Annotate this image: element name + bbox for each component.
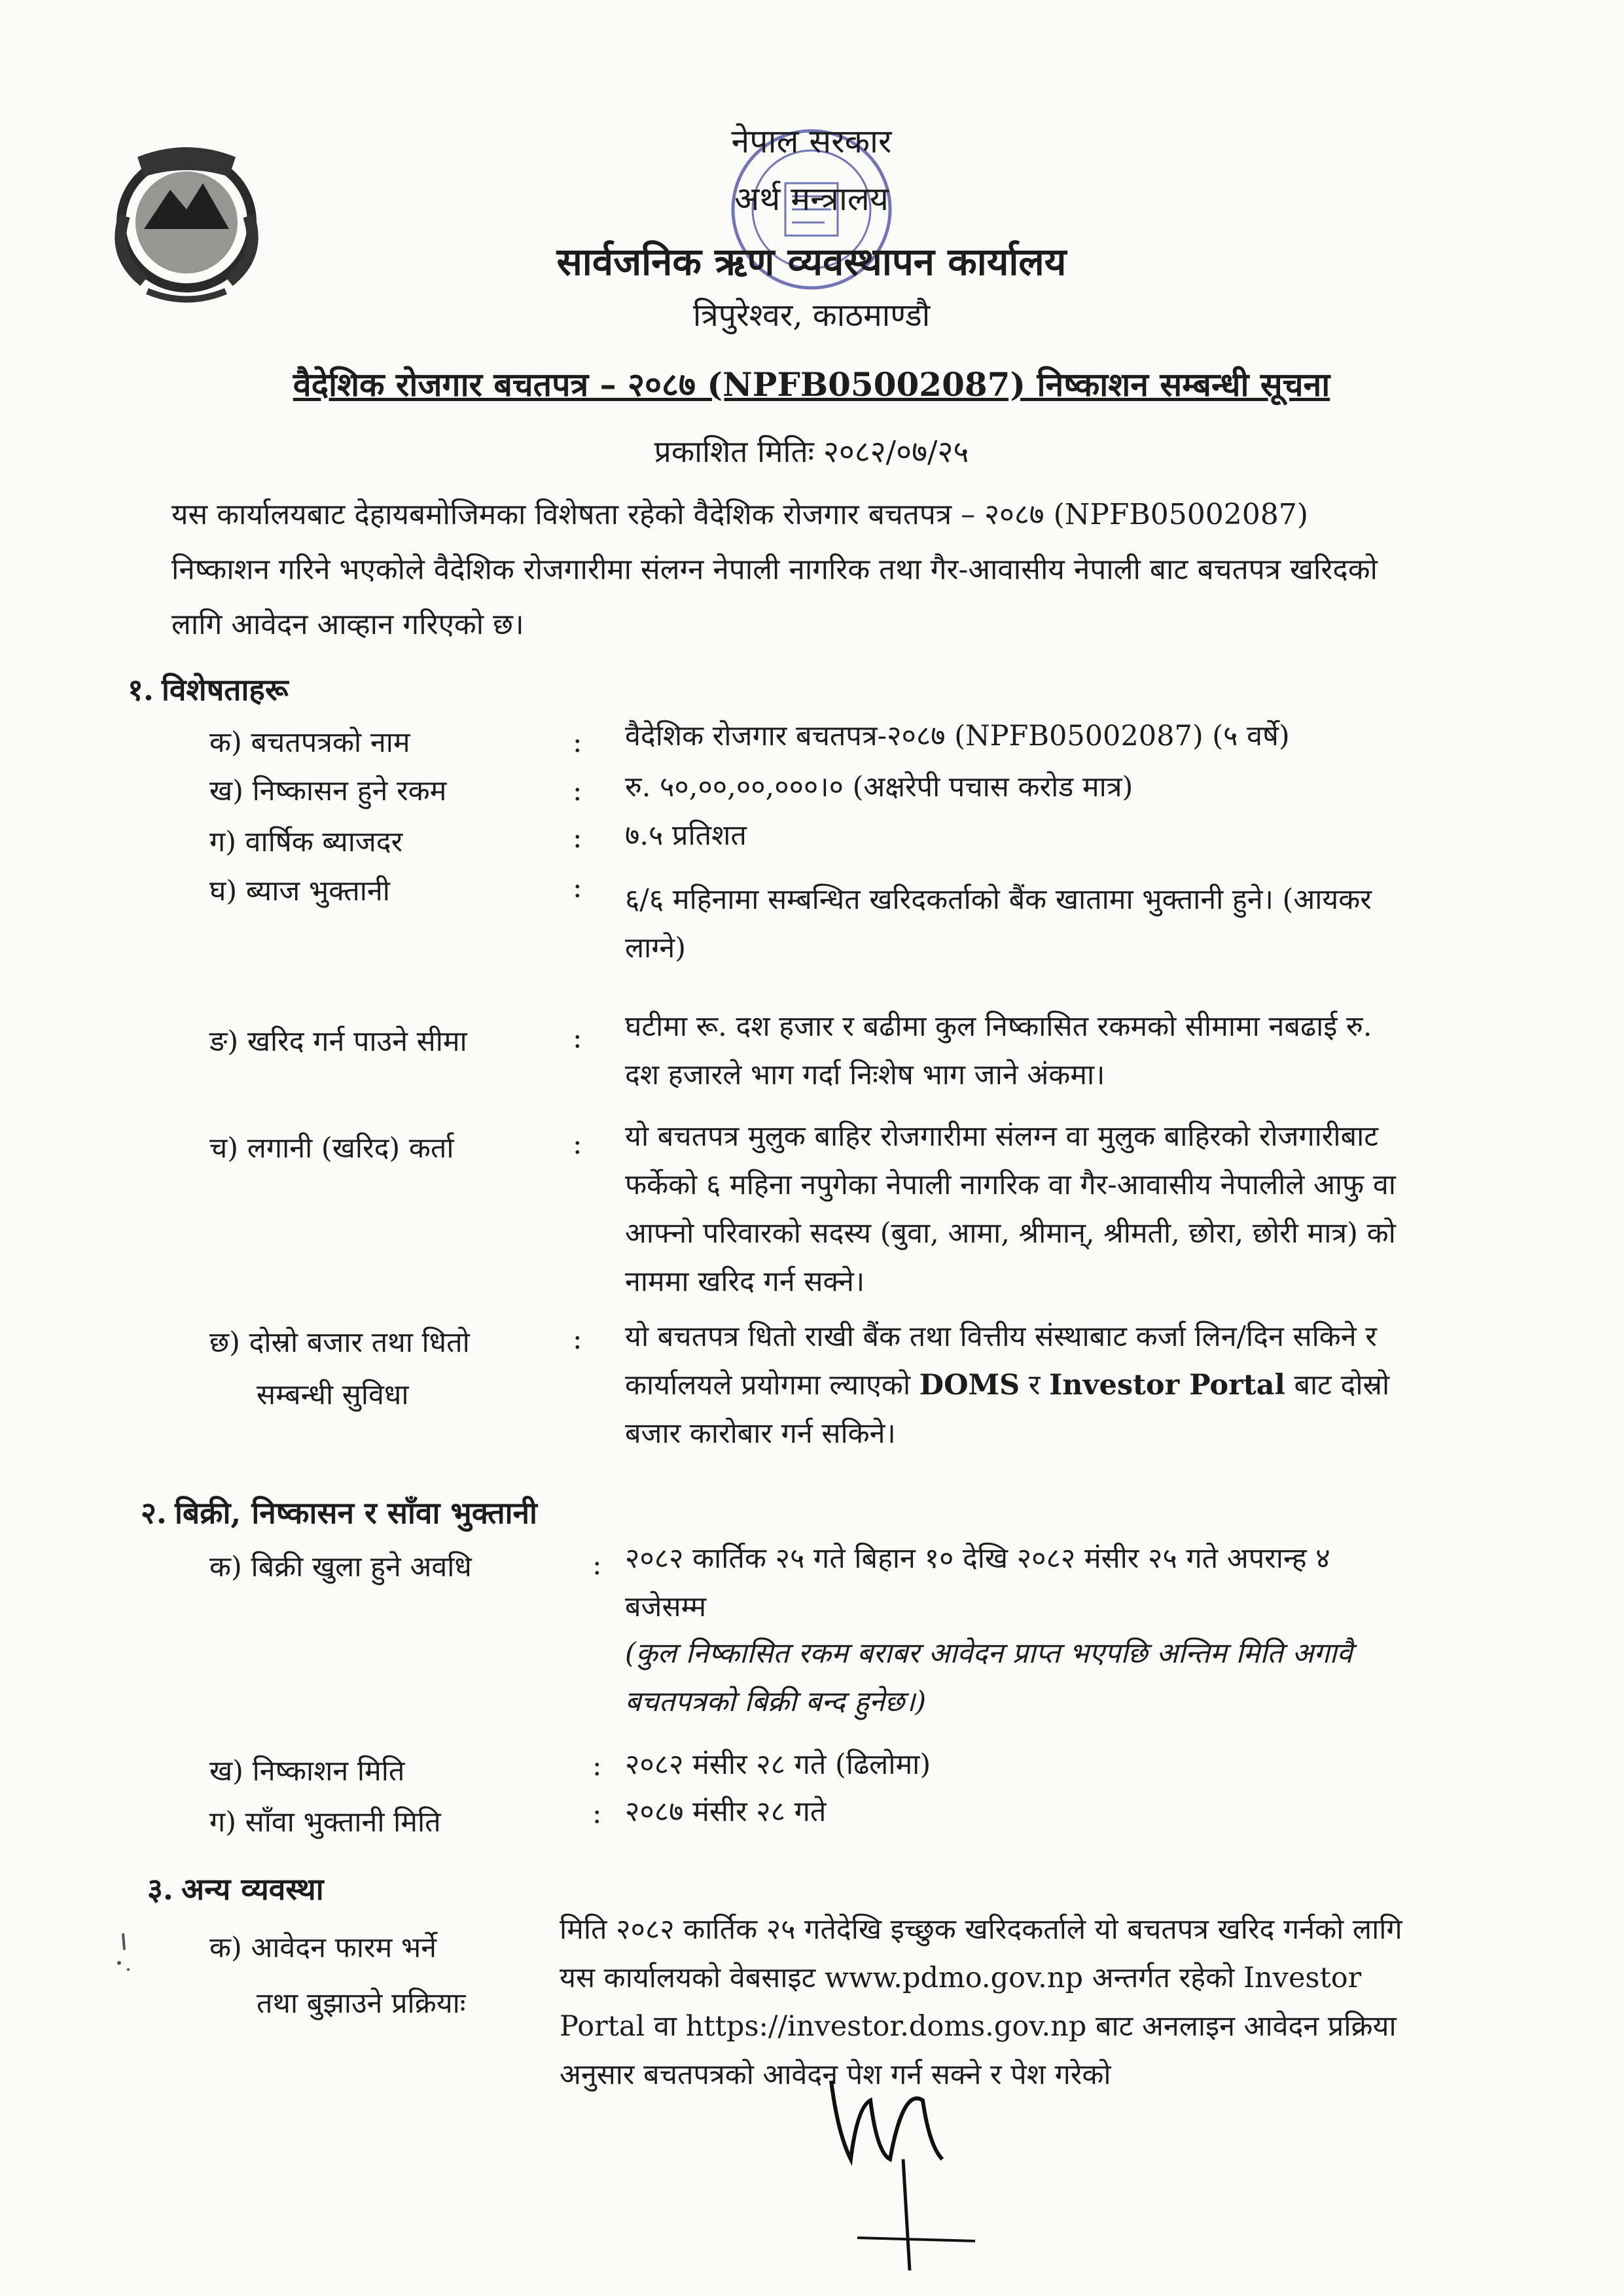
section-2-heading	[141, 1492, 537, 1532]
value-text: र	[1028, 1369, 1041, 1402]
item-label: ङ) खरिद गर्न पाउने सीमा	[209, 1025, 467, 1058]
separator: :	[573, 726, 582, 759]
item-label: ग) वार्षिक ब्याजदर	[209, 826, 403, 858]
header-government: नेपाल सरकार	[731, 122, 892, 160]
separator: :	[573, 872, 582, 904]
published-label: प्रकाशित मितिः	[654, 434, 814, 469]
item-value: ७.५ प्रतिशत	[625, 819, 747, 852]
value-text: यो बचतपत्र धितो राखी बैंक तथा वित्तीय संस्थाबाट कर्जा लिन/दिन सकिने र कार्यालयले प्रयोगमा ल्याएको	[625, 1320, 1377, 1402]
item-label-cont: सम्बन्धी सुविधा	[257, 1379, 409, 1411]
section-number: १.	[128, 672, 154, 707]
section-3-heading	[147, 1868, 324, 1909]
separator: :	[573, 1323, 582, 1356]
item-value: २०८७ मंसीर २८ गते	[625, 1795, 827, 1828]
item-value: ६/६ महिनामा सम्बन्धित खरिदकर्ताको बैंक खातामा भुक्तानी हुने। (आयकर लाग्ने)	[625, 883, 1372, 964]
signature-icon	[812, 2061, 1008, 2284]
separator: :	[592, 1549, 602, 1581]
header-address: त्रिपुरेश्वर, काठमाण्डौ	[692, 297, 931, 334]
header-ministry: अर्थ मन्त्रालय	[734, 180, 889, 218]
item-value: वैदेशिक रोजगार बचतपत्र-२०८७ (NPFB05002087) (५ वर्षे)	[625, 720, 1290, 752]
section-1-heading	[128, 669, 289, 709]
item-value: २०८२ मंसीर २८ गते (ढिलोमा)	[625, 1748, 931, 1781]
section-title: अन्य व्यवस्था	[181, 1871, 324, 1907]
section-title: बिक्री, निष्कासन र साँवा भुक्तानी	[174, 1495, 537, 1530]
header-office: सार्वजनिक ऋण व्यवस्थापन कार्यालय	[556, 239, 1067, 284]
item-note: (कुल निष्कासित रकम बराबर आवेदन प्राप्त भएपछि अन्तिम मिति अगावै बचतपत्रको बिक्री बन्द हुनेछ।)	[625, 1637, 1353, 1718]
item-label: ग) साँवा भुक्तानी मिति	[209, 1806, 441, 1839]
value-text: बाट दोस्रो बजार कारोबार गर्न सकिने।	[625, 1369, 1390, 1450]
item-value	[625, 1313, 1397, 1458]
item-value: २०८२ कार्तिक २५ गते बिहान १० देखि २०८२ मंसीर २५ गते अपरान्ह ४ बजेसम्म	[625, 1542, 1330, 1623]
item-value: यो बचतपत्र मुलुक बाहिर रोजगारीमा संलग्न वा मुलुक बाहिरको रोजगारीबाट फर्केको ६ महिना नपुगेका नेपाली नागरिक वा गैर-आवासीय नेपालीले आफु वा आफ्नो परिवारको सदस्य (बुवा, आमा, श्रीमान्, श्रीमती, छोरा, छोरी मात्र) को नाममा खरिद गर्न सक्ने।	[625, 1120, 1396, 1298]
published-value: २०८२/०७/२५	[823, 434, 969, 469]
item-label-cont: तथा बुझाउने प्रक्रियाः	[257, 1987, 466, 2020]
paper-mark-icon	[111, 1930, 137, 1983]
section-title: विशेषताहरू	[161, 672, 289, 707]
separator: :	[573, 1022, 582, 1055]
item-value: मिति २०८२ कार्तिक २५ गतेदेखि इच्छुक खरिदकर्ताले यो बचतपत्र खरिद गर्नको लागि यस कार्यालयको वेबसाइट www.pdmo.gov.np अन्तर्गत रहेको Investor Portal वा https://investor.doms.gov.np बाट अनलाइन आवेदन प्रक्रिया अनुसार बचतपत्रको आवेदन पेश गर्न सक्ने र पेश गरेको	[560, 1913, 1402, 2091]
item-label: क) बिक्री खुला हुने अवधि	[209, 1551, 472, 1583]
separator: :	[573, 1128, 582, 1161]
separator: :	[573, 775, 582, 807]
notice-title: वैदेशिक रोजगार बचतपत्र – २०८७ (NPFB05002087) निष्काशन सम्बन्धी सूचना	[293, 365, 1330, 404]
value-doms: DOMS	[919, 1369, 1020, 1402]
published-date	[0, 431, 1623, 471]
separator: :	[592, 1797, 602, 1830]
item-label: क) बचतपत्रको नाम	[209, 726, 410, 759]
item-label: घ) ब्याज भुक्तानी	[209, 875, 390, 908]
item-label: ख) निष्कासन हुने रकम	[209, 775, 447, 807]
item-label: ख) निष्काशन मिति	[209, 1755, 405, 1788]
item-label: च) लगानी (खरिद) कर्ता	[209, 1132, 454, 1165]
intro-paragraph: यस कार्यालयबाट देहायबमोजिमका विशेषता रहेको वैदेशिक रोजगार बचतपत्र – २०८७ (NPFB05002087) निष्काशन गरिने भएकोले वैदेशिक रोजगारीमा संलग्न नेपाली नागरिक तथा गैर-आवासीय नेपाली बाट बचतपत्र खरिदको लागि आवेदन आव्हान गरिएको छ।	[171, 498, 1378, 641]
item-label: क) आवेदन फारम भर्ने	[209, 1932, 437, 1964]
item-label: छ) दोस्रो बजार तथा धितो	[209, 1326, 470, 1359]
separator: :	[592, 1750, 602, 1782]
section-number: ३.	[147, 1871, 173, 1907]
section-number: २.	[141, 1495, 167, 1530]
item-value: घटीमा रू. दश हजार र बढीमा कुल निष्कासित रकमको सीमामा नबढाई रु. दश हजारले भाग गर्दा निःशेष भाग जाने अंकमा।	[625, 1010, 1372, 1091]
separator: :	[573, 822, 582, 855]
value-investor-portal: Investor Portal	[1049, 1369, 1285, 1402]
item-value: रु. ५०,००,००,०००।० (अक्षरेपी पचास करोड मात्र)	[625, 771, 1133, 804]
